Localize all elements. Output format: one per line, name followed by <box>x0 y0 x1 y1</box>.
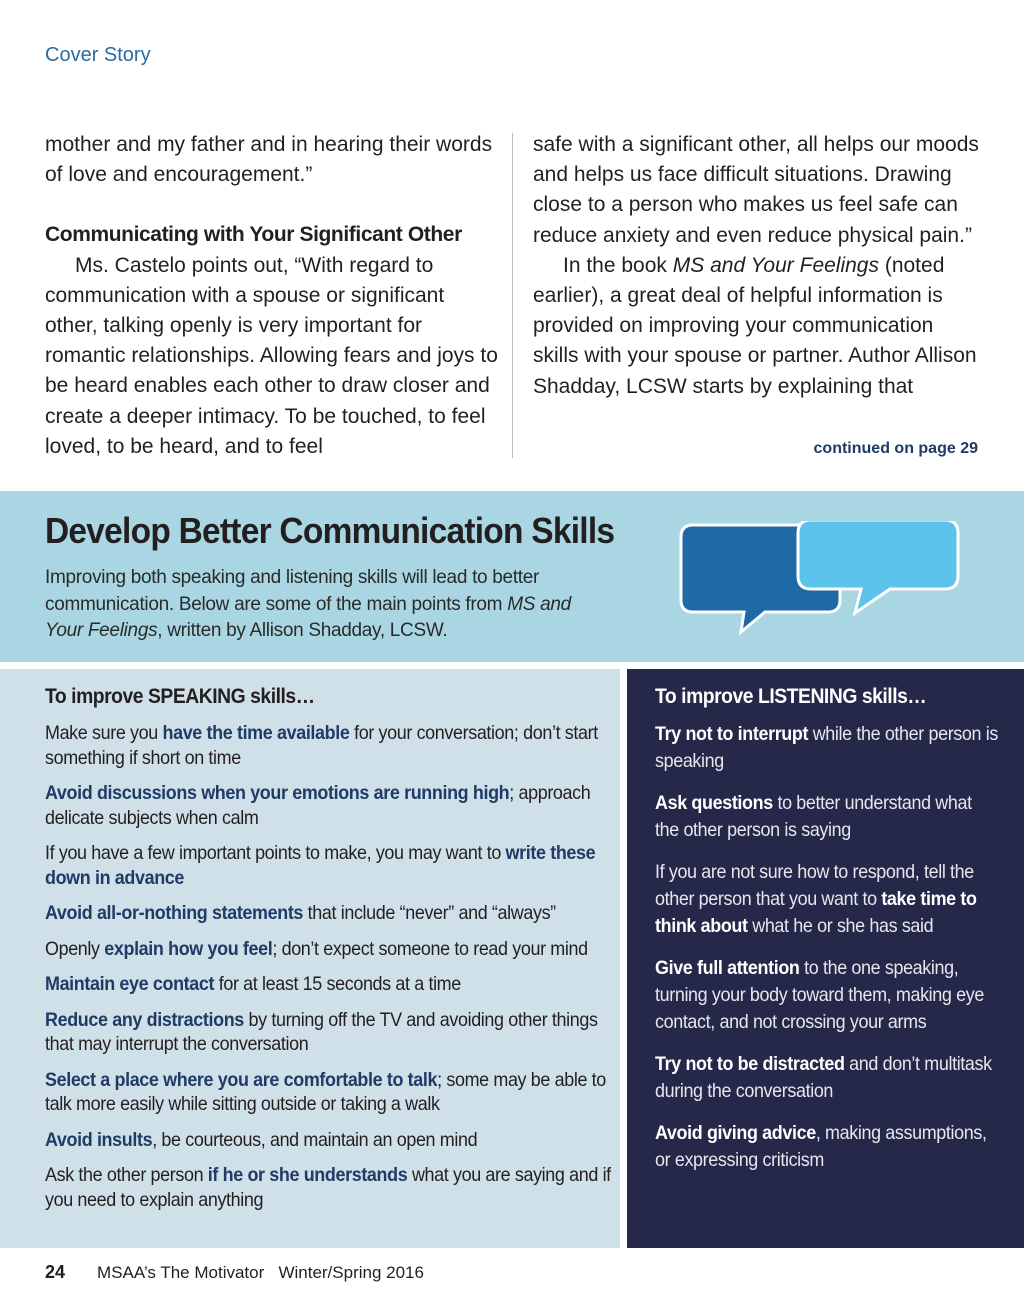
article-paragraph: Ms. Castelo points out, “With regard to communication with a spouse or significant other, talking openly is very important for romantic relationships. Allowing fears and joys to be heard enables each other to draw closer and create a deeper intimacy. To be touched, to feel loved, to be heard, and to feel <box>45 253 498 458</box>
article-column-left <box>45 130 500 462</box>
book-title: MS and Your Feelings <box>672 253 879 277</box>
list-item: Make sure you have the time available for your conversation; don’t start something if short on time <box>45 722 598 769</box>
list-item: Give full attention to the one speaking, turning your body toward them, making eye contact, and not crossing your arms <box>655 957 984 1033</box>
book-title: MS and Your Feelings <box>45 593 571 641</box>
listening-skills-panel <box>627 669 1024 1248</box>
list-item: Ask the other person if he or she understands what you are saying and if you need to explain anything <box>45 1164 611 1211</box>
publication-name: MSAA’s The Motivator <box>97 1263 265 1282</box>
list-item: Avoid discussions when your emotions are running high; approach delicate subjects when calm <box>45 782 591 829</box>
speech-bubbles-icon <box>675 521 965 636</box>
article-paragraph: mother and my father and in hearing their words of love and encouragement.” <box>45 133 493 187</box>
continued-note: continued on page 29 <box>813 440 978 457</box>
speaking-skills-panel <box>0 669 620 1248</box>
page-number: 24 <box>45 1262 66 1282</box>
speaking-list <box>45 721 620 1223</box>
list-item: If you are not sure how to respond, tell the other person that you want to take time to think about what he or she has said <box>655 861 977 937</box>
list-item: Reduce any distractions by turning off the TV and avoiding other things that may interrupt the conversation <box>45 1008 598 1055</box>
article-paragraph: safe with a significant other, all helps our moods and helps us face difficult situations. Drawing close to a person who makes us feel safe can reduce anxiety and even reduce physical pain.” <box>533 133 979 247</box>
list-item: Openly explain how you feel; don’t expect someone to read your mind <box>45 937 588 960</box>
list-item: Try not to be distracted and don’t multitask during the conversation <box>655 1053 992 1102</box>
banner-description: Improving both speaking and listening skills will lead to better communication. Below are some of the main points from MS and Your Feelings, written by Allison Shadday, LCSW. <box>45 567 571 641</box>
banner-title: Develop Better Communication Skills <box>45 510 615 551</box>
section-label: Cover Story <box>45 44 151 66</box>
list-item: If you have a few important points to make, you may want to write these down in advance <box>45 842 596 889</box>
speaking-heading: To improve SPEAKING skills… <box>45 685 315 708</box>
list-item: Avoid giving advice, making assumptions, or expressing criticism <box>655 1122 987 1171</box>
listening-list <box>655 721 1000 1189</box>
list-item: Maintain eye contact for at least 15 seconds at a time <box>45 973 461 995</box>
list-item: Try not to interrupt while the other person is speaking <box>655 723 998 772</box>
issue-name: Winter/Spring 2016 <box>278 1263 424 1282</box>
list-item: Avoid all-or-nothing statements that include “never” and “always” <box>45 902 556 924</box>
page-footer <box>45 1262 424 1283</box>
article-column-right <box>533 130 983 402</box>
column-divider <box>512 133 513 458</box>
list-item: Avoid insults, be courteous, and maintain an open mind <box>45 1128 478 1151</box>
article-subhead: Communicating with Your Significant Other <box>45 223 462 247</box>
article-paragraph: In the book MS and Your Feelings (noted earlier), a great deal of helpful information is provided on improving your communication skills with your spouse or partner. Author Allison Shadday, LCSW starts by explaining that <box>533 253 977 398</box>
list-item: Ask questions to better understand what the other person is saying <box>655 792 972 841</box>
list-item: Select a place where you are comfortable to talk; some may be able to talk more easily while sitting outside or taking a walk <box>45 1068 606 1115</box>
listening-heading: To improve LISTENING skills… <box>655 685 927 708</box>
sidebar-banner <box>0 491 1024 662</box>
